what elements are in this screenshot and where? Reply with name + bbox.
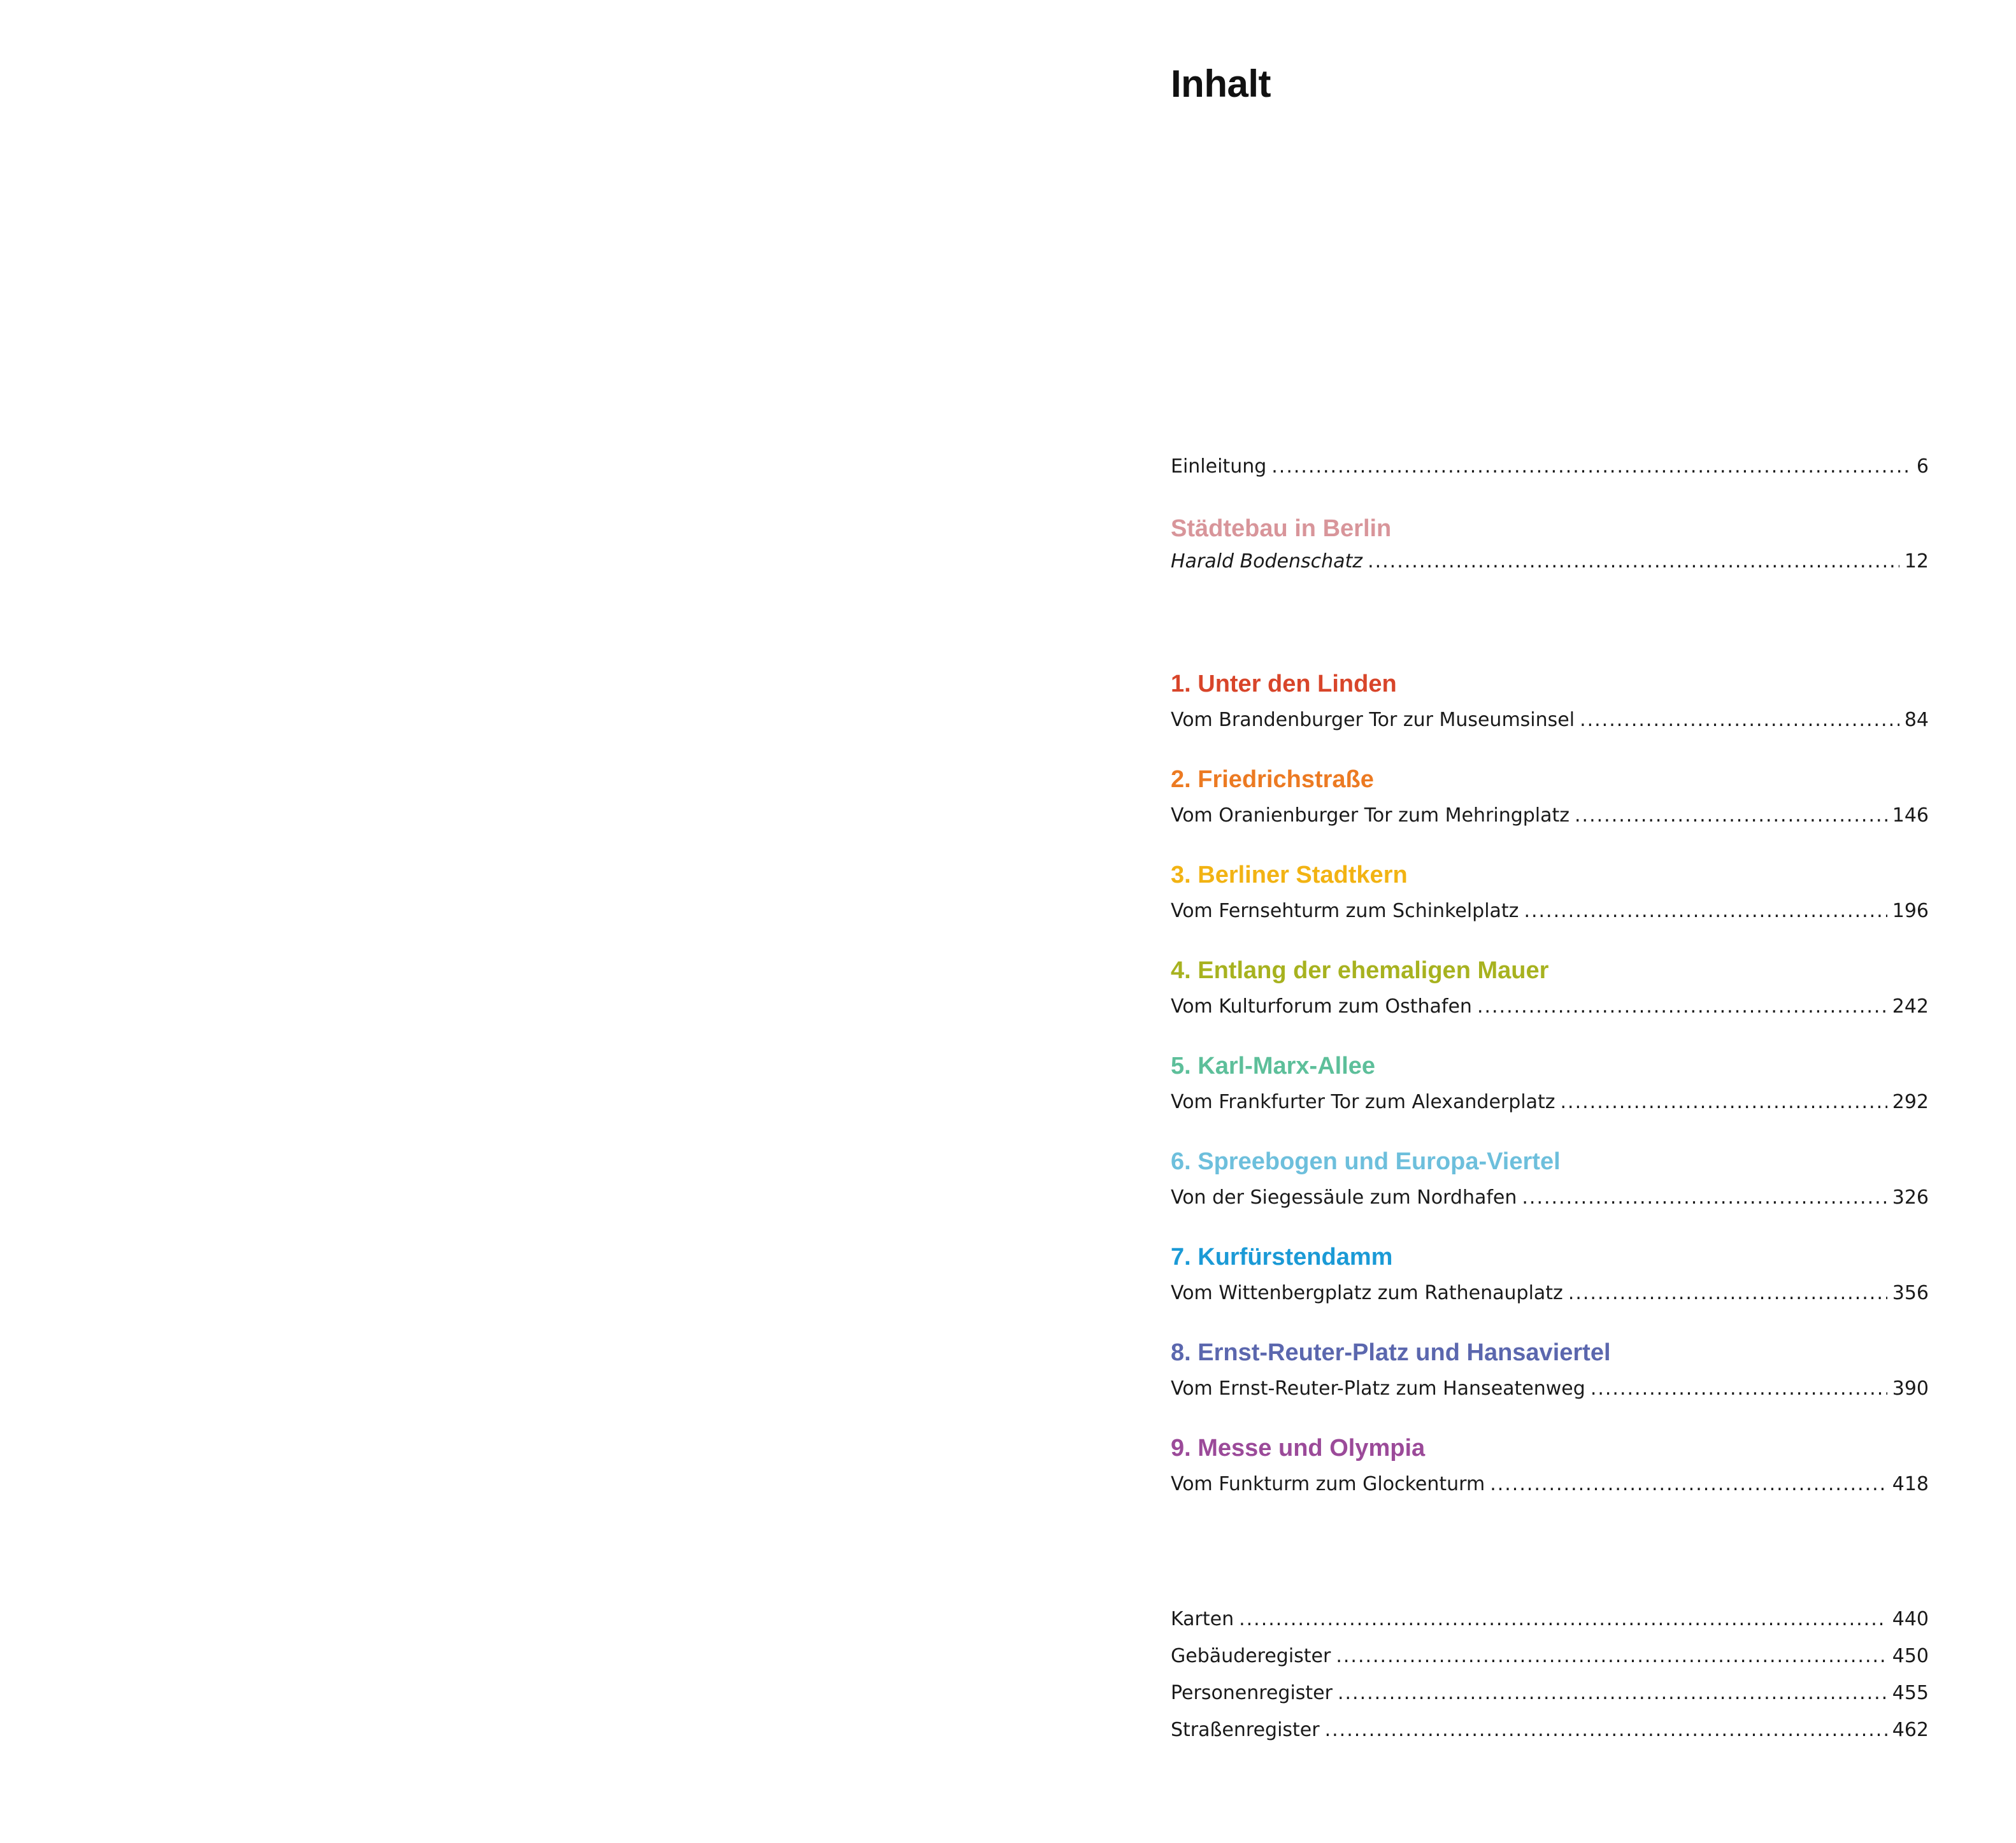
toc-chapter-subtitle: Vom Funkturm zum Glockenturm: [1171, 1473, 1485, 1495]
toc-entry-label: Straßenregister: [1171, 1719, 1320, 1741]
dot-leader: [1239, 1608, 1887, 1631]
toc-chapter-entry[interactable]: [1171, 1473, 1929, 1496]
toc-chapter-subtitle: Vom Fernsehturm zum Schinkelplatz: [1171, 900, 1519, 922]
toc-page-number: 418: [1892, 1473, 1929, 1495]
toc-entry-essay[interactable]: [1171, 550, 1929, 573]
toc-entry-appendix[interactable]: [1171, 1719, 1929, 1742]
toc-page-number: 12: [1904, 550, 1929, 573]
toc-page-number: 292: [1892, 1091, 1929, 1113]
toc-page-number: 390: [1892, 1377, 1929, 1400]
toc-chapter-subtitle: Vom Kulturforum zum Osthafen: [1171, 995, 1472, 1018]
toc-entry-label: Einleitung: [1171, 455, 1267, 478]
toc-essay-heading[interactable]: Städtebau in Berlin: [1171, 515, 1392, 542]
toc-chapter-heading[interactable]: 2. Friedrichstraße: [1171, 766, 1374, 793]
toc-chapter-entry[interactable]: [1171, 1186, 1929, 1209]
toc-page-number: 146: [1892, 804, 1929, 827]
dot-leader: [1271, 455, 1912, 478]
dot-leader: [1524, 900, 1887, 923]
toc-chapter-heading[interactable]: 5. Karl-Marx-Allee: [1171, 1053, 1376, 1079]
toc-chapter-subtitle: Vom Wittenbergplatz zum Rathenauplatz: [1171, 1282, 1563, 1304]
toc-page-number: 242: [1892, 995, 1929, 1018]
toc-chapter-heading[interactable]: 9. Messe und Olympia: [1171, 1435, 1426, 1462]
toc-page-number: 462: [1892, 1719, 1929, 1741]
toc-chapter-subtitle: Von der Siegessäule zum Nordhafen: [1171, 1186, 1517, 1209]
toc-entry-label: Karten: [1171, 1608, 1234, 1630]
toc-page-number: 326: [1892, 1186, 1929, 1209]
dot-leader: [1490, 1473, 1887, 1496]
toc-chapter-entry[interactable]: [1171, 900, 1929, 923]
toc-chapter-subtitle: Vom Oranienburger Tor zum Mehringplatz: [1171, 804, 1570, 827]
toc-page-number: 450: [1892, 1645, 1929, 1667]
dot-leader: [1575, 804, 1887, 827]
toc-page-number: 196: [1892, 900, 1929, 922]
toc-page-number: 6: [1916, 455, 1929, 478]
toc-page: [1171, 0, 1929, 1843]
toc-author: Harald Bodenschatz: [1171, 550, 1363, 573]
toc-entry-intro[interactable]: [1171, 455, 1929, 478]
dot-leader: [1477, 995, 1887, 1018]
toc-entry-appendix[interactable]: [1171, 1682, 1929, 1705]
toc-entry-appendix[interactable]: [1171, 1645, 1929, 1668]
toc-page-number: 455: [1892, 1682, 1929, 1704]
toc-chapter-entry[interactable]: [1171, 804, 1929, 827]
toc-page-number: 356: [1892, 1282, 1929, 1304]
toc-chapter-entry[interactable]: [1171, 1282, 1929, 1305]
toc-chapter-subtitle: Vom Frankfurter Tor zum Alexanderplatz: [1171, 1091, 1555, 1113]
dot-leader: [1338, 1682, 1887, 1705]
toc-chapter-heading[interactable]: 4. Entlang der ehemaligen Mauer: [1171, 957, 1549, 984]
toc-chapter-heading[interactable]: 3. Berliner Stadtkern: [1171, 862, 1408, 888]
dot-leader: [1561, 1091, 1887, 1114]
toc-entry-appendix[interactable]: [1171, 1608, 1929, 1631]
dot-leader: [1336, 1645, 1887, 1668]
page-title: Inhalt: [1171, 62, 1271, 105]
dot-leader: [1522, 1186, 1887, 1209]
dot-leader: [1325, 1719, 1887, 1742]
dot-leader: [1568, 1282, 1887, 1305]
toc-chapter-heading[interactable]: 8. Ernst-Reuter-Platz und Hansaviertel: [1171, 1339, 1611, 1366]
toc-entry-label: Personenregister: [1171, 1682, 1333, 1704]
toc-page-number: 84: [1904, 709, 1929, 731]
toc-chapter-entry[interactable]: [1171, 1091, 1929, 1114]
dot-leader: [1368, 550, 1899, 573]
toc-chapter-heading[interactable]: 7. Kurfürstendamm: [1171, 1244, 1393, 1270]
toc-chapter-entry[interactable]: [1171, 995, 1929, 1018]
toc-chapter-subtitle: Vom Ernst-Reuter-Platz zum Hanseatenweg: [1171, 1377, 1585, 1400]
toc-page-number: 440: [1892, 1608, 1929, 1630]
toc-chapter-subtitle: Vom Brandenburger Tor zur Museumsinsel: [1171, 709, 1575, 731]
toc-entry-label: Gebäuderegister: [1171, 1645, 1331, 1667]
toc-chapter-heading[interactable]: 6. Spreebogen und Europa-Viertel: [1171, 1148, 1561, 1175]
dot-leader: [1580, 709, 1899, 732]
dot-leader: [1591, 1377, 1887, 1400]
toc-chapter-heading[interactable]: 1. Unter den Linden: [1171, 671, 1397, 697]
toc-chapter-entry[interactable]: [1171, 1377, 1929, 1400]
toc-chapter-entry[interactable]: [1171, 709, 1929, 732]
